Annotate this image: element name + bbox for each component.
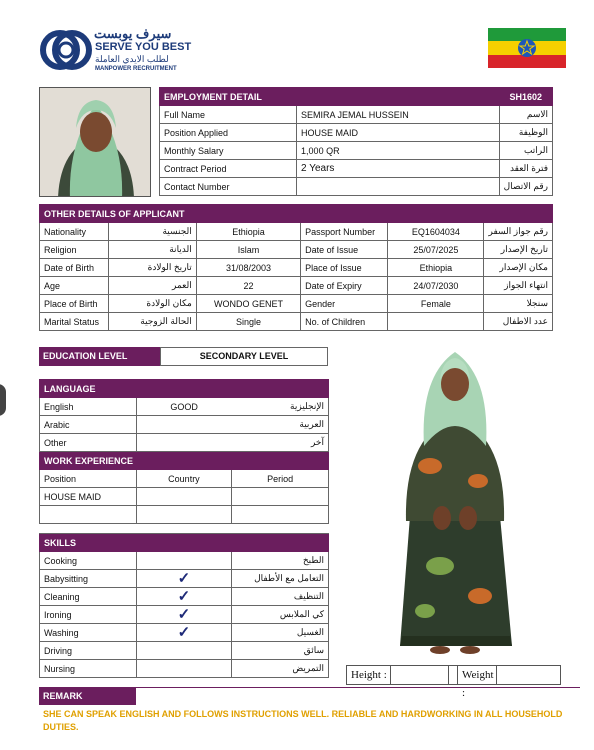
full-body-photo [380, 346, 530, 658]
skill-label-ar: التنظيف [232, 588, 329, 606]
skill-check [136, 642, 231, 660]
language-header: LANGUAGE [40, 380, 329, 398]
skill-label: Driving [40, 642, 137, 660]
remark-section [39, 687, 580, 735]
other-label-ar: انتهاء الجواز [484, 277, 553, 295]
company-sub-en: MANPOWER RECRUITMENT [95, 66, 177, 72]
other-value [388, 313, 484, 331]
height-value [391, 666, 449, 684]
measurements-box [346, 665, 561, 699]
skill-label: Ironing [40, 606, 137, 624]
emp-value [297, 178, 500, 196]
other-details-header: OTHER DETAILS OF APPLICANT [40, 205, 553, 223]
skill-label-ar: الغسيل [232, 624, 329, 642]
emp-value: 2 Years [297, 160, 500, 178]
employment-header: EMPLOYMENT DETAIL [160, 88, 500, 106]
skill-check: ✓ [136, 606, 231, 624]
skills-table [39, 379, 329, 678]
education-value: SECONDARY LEVEL [160, 347, 328, 366]
other-label: Date of Birth [40, 259, 109, 277]
other-label: Passport Number [301, 223, 388, 241]
language-label-ar: الإنجليزية [232, 398, 329, 416]
skill-label: Cleaning [40, 588, 137, 606]
other-value: 31/08/2003 [196, 259, 300, 277]
skill-label: Washing [40, 624, 137, 642]
skill-check: ✓ [136, 588, 231, 606]
other-label: Date of Expiry [301, 277, 388, 295]
remark-header: REMARK [39, 688, 136, 705]
language-label: Other [40, 434, 137, 452]
skill-check: ✓ [136, 570, 231, 588]
work-position: HOUSE MAID [40, 488, 137, 506]
work-col-header: Position [40, 470, 137, 488]
emp-label: Position Applied [160, 124, 297, 142]
weight-label: Weight : [457, 666, 497, 684]
other-value: Ethiopia [196, 223, 300, 241]
work-country [136, 506, 231, 524]
emp-label: Contract Period [160, 160, 297, 178]
portrait-photo [39, 87, 151, 197]
skill-label-ar: كي الملابس [232, 606, 329, 624]
other-label-ar: مكان الإصدار [484, 259, 553, 277]
work-position [40, 506, 137, 524]
skill-label: Cooking [40, 552, 137, 570]
emp-label-ar: الراتب [499, 142, 552, 160]
other-value: 22 [196, 277, 300, 295]
other-label: Place of Issue [301, 259, 388, 277]
other-label-ar: سنجلا [484, 295, 553, 313]
emp-value: 1,000 QR [297, 142, 500, 160]
company-logo [40, 26, 200, 76]
language-label-ar: العربية [232, 416, 329, 434]
skill-check: ✓ [136, 624, 231, 642]
skill-check [136, 552, 231, 570]
other-label-ar: تاريخ الولادة [109, 259, 196, 277]
other-label: Marital Status [40, 313, 109, 331]
skill-check [136, 660, 231, 678]
skill-label: Babysitting [40, 570, 137, 588]
skills-header: SKILLS [40, 534, 329, 552]
emp-label-ar: الاسم [499, 106, 552, 124]
work-col-header: Country [136, 470, 231, 488]
company-sub-ar: لطلب الايدي العاملة [95, 54, 169, 64]
other-label-ar: عدد الاطفال [484, 313, 553, 331]
other-label-ar: الجنسية [109, 223, 196, 241]
work-header: WORK EXPERIENCE [40, 452, 329, 470]
other-label: Gender [301, 295, 388, 313]
language-value [136, 434, 231, 452]
other-value: WONDO GENET [196, 295, 300, 313]
work-country [136, 488, 231, 506]
other-value: EQ1604034 [388, 223, 484, 241]
weight-value [497, 666, 560, 684]
other-value: 24/07/2030 [388, 277, 484, 295]
emp-value: SEMIRA JEMAL HUSSEIN [297, 106, 500, 124]
other-label-ar: العمر [109, 277, 196, 295]
other-label: Date of Issue [301, 241, 388, 259]
other-label-ar: رقم جواز السفر [484, 223, 553, 241]
language-value: GOOD [136, 398, 231, 416]
other-value: Ethiopia [388, 259, 484, 277]
other-value: Islam [196, 241, 300, 259]
language-label: Arabic [40, 416, 137, 434]
emp-label-ar: رقم الاتصال [499, 178, 552, 196]
skill-label-ar: التمريض [232, 660, 329, 678]
other-label-ar: تاريخ الإصدار [484, 241, 553, 259]
emp-label-ar: الوظيفة [499, 124, 552, 142]
emp-label: Contact Number [160, 178, 297, 196]
employment-table [159, 87, 553, 196]
work-period [232, 506, 329, 524]
emp-value: HOUSE MAID [297, 124, 500, 142]
skill-label: Nursing [40, 660, 137, 678]
other-label-ar: مكان الولادة [109, 295, 196, 313]
other-label-ar: الديانة [109, 241, 196, 259]
skill-label-ar: التعامل مع الأطفال [232, 570, 329, 588]
height-label: Height : [347, 666, 391, 684]
work-col-header: Period [232, 470, 329, 488]
reference-number: SH1602 [499, 88, 552, 106]
language-label: English [40, 398, 137, 416]
education-label: EDUCATION LEVEL [39, 347, 160, 366]
emp-label-ar: فترة العقد [499, 160, 552, 178]
skill-label-ar: سائق [232, 642, 329, 660]
other-label-ar: الحالة الزوجية [109, 313, 196, 331]
company-name-en: SERVE YOU BEST [95, 41, 192, 53]
logo-rings-icon [40, 26, 92, 74]
remark-text: SHE CAN SPEAK ENGLISH AND FOLLOWS INSTRUCTIONS WELL. RELIABLE AND HARDWORKING IN ALL HOUSEHOLD DUTIES. [43, 709, 563, 732]
other-label: Age [40, 277, 109, 295]
emp-label: Full Name [160, 106, 297, 124]
other-value: 25/07/2025 [388, 241, 484, 259]
ethiopia-flag [488, 28, 566, 68]
other-label: Nationality [40, 223, 109, 241]
language-label-ar: آخر [232, 434, 329, 452]
emp-label: Monthly Salary [160, 142, 297, 160]
other-value: Single [196, 313, 300, 331]
other-label: Religion [40, 241, 109, 259]
skill-label-ar: الطبخ [232, 552, 329, 570]
language-value [136, 416, 231, 434]
other-details-table [39, 204, 553, 331]
other-label: No. of Children [301, 313, 388, 331]
flag-star-icon [517, 38, 537, 58]
other-value: Female [388, 295, 484, 313]
other-label: Place of Birth [40, 295, 109, 313]
edge-marker [0, 384, 6, 416]
work-period [232, 488, 329, 506]
company-name-ar: سيرف يوبست [94, 26, 172, 41]
